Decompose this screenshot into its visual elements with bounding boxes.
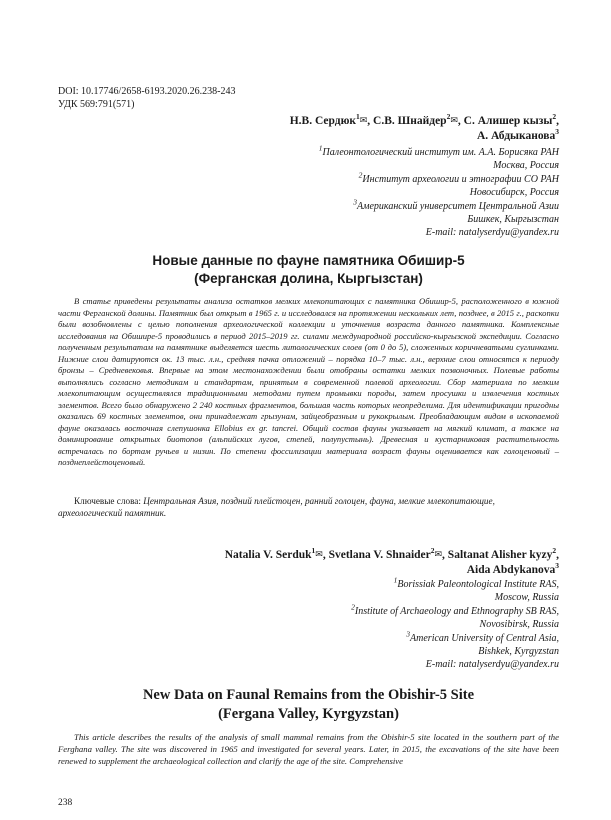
affiliation-line: $^3$American University of Central Asia, bbox=[406, 629, 559, 644]
ru-author-2: С.В. Шнайдер$^2$✉, bbox=[373, 112, 464, 127]
affiliation-line: $^1$Borissiak Paleontological Institute RAS, bbox=[393, 575, 559, 590]
ru-abstract: В статье приведены результаты анализа остатков мелких млекопитающих с памятника Обишир-5, расположенного в южной части Ферганской долины. Памятник был открыт в 1965 г. и исследовался на протяжении нескольких лет, позднее, в 2015 г., раскопки были возобновлены с целью пополнения археологической коллекции и уточнения возраста данного памятника. Комплексные исследования на Обишире-5 проводились в период 2015–2019 гг. силами международной российско-кыргызской экспедиции. Согласно полученным результатам на памятнике выделяется шесть литологических слоев (от 0 до 5), сложенных коричневатыми суглинками. Нижние слои датируются ок. 13 тыс. л.н., средняя пачка отложений – порядка 10–7 тыс. л.н., верхние слои относятся к периоду бронзы – Средневековья. Впервые на этом местонахождении были отобраны остатки мелких позвоночных. Полевые работы выполнялись согласно методикам и стандартам, принятым в современной полевой археологии. Сбор материала по мелким млекопитающим осуществлялся традиционными методами путем промывки породы, затем просушки и извлечения костных элементов. Всего было обнаружено 2 240 костных фрагментов, большая часть которых неопределима. Для идентификации пригодны оказались 69 костных элементов, они принадлежат грызунам, зайцеобразным и рукокрылым. Преобладающим видом в ископаемой фауне оказалась восточная слепушонка Ellobius ex gr. tancrei. Общий состав фауны указывает на мягкий климат, а также на доминирование открытых биотопов (альпийских лугов, степей, полупустынь). Древесная и кустарниковая растительность встречалась по бортам ручьев и низин. По степени фоссилизации материала возраст фауны оценивается как голоценовый – позднеплейстоценовый. bbox=[58, 296, 559, 467]
en-author-1: Natalia V. Serduk$^1$✉, bbox=[224, 546, 329, 561]
affiliation-city: Novosibirsk, Russia bbox=[479, 619, 559, 631]
affiliation-line: $^2$Институт археологии и этнографии СО РАН bbox=[358, 170, 559, 185]
doi[interactable]: DOI: 10.17746/2658-6193.2020.26.238-243 bbox=[58, 86, 236, 97]
affiliation-city: Бишкек, Кыргызстан bbox=[467, 214, 559, 226]
email-address[interactable]: E-mail: natalyserdyu@yandex.ru bbox=[425, 227, 559, 239]
affiliation-city: Moscow, Russia bbox=[494, 592, 559, 604]
en-author-2: Svetlana V. Shnaider$^2$✉, bbox=[328, 546, 448, 561]
en-authors bbox=[79, 547, 559, 578]
ru-author-4: А. Абдыканова$^3$ bbox=[476, 127, 559, 142]
email-address[interactable]: E-mail: natalyserdyu@yandex.ru bbox=[425, 659, 559, 671]
page-number: 238 bbox=[58, 798, 73, 808]
en-affiliations bbox=[139, 575, 559, 672]
en-author-3: Saltanat Alisher kyzy$^2$, bbox=[447, 546, 559, 561]
ru-keywords: Ключевые слова: Центральная Азия, поздний плейстоцен, ранний голоцен, фауна, мелкие млекопитающие, археологический памятник. bbox=[58, 496, 495, 518]
affiliation-line: $^3$Американский университет Центральной Азии bbox=[353, 197, 559, 212]
ru-author-3: С. Алишер кызы$^2$, bbox=[463, 112, 559, 127]
affiliation-city: Bishkek, Kyrgyzstan bbox=[478, 646, 559, 658]
ru-affiliations bbox=[139, 143, 559, 240]
email-icon[interactable]: ✉ bbox=[315, 549, 323, 559]
affiliation-city: Новосибирск, Россия bbox=[469, 187, 559, 199]
udk-code: УДК 569:791(571) bbox=[58, 99, 135, 110]
email-icon[interactable]: ✉ bbox=[359, 115, 368, 125]
en-title: New Data on Faunal Remains from the Obishir-5 Site (Fergana Valley, Kyrgyzstan) bbox=[142, 687, 475, 722]
affiliation-city: Москва, Россия bbox=[493, 160, 559, 172]
ru-authors bbox=[79, 113, 559, 144]
email-icon[interactable]: ✉ bbox=[434, 549, 443, 559]
affiliation-line: $^2$Institute of Archaeology and Ethnography SB RAS, bbox=[351, 602, 559, 617]
en-author-4: Aida Abdykanova$^3$ bbox=[466, 561, 559, 576]
email-icon[interactable]: ✉ bbox=[450, 115, 458, 125]
en-abstract: This article describes the results of the analysis of small mammal remains from the Obishir-5 site located in the southern part of the Ferghana valley. The site was discovered in 1965 and investigated for several years. Later, in 2015, the excavations of the site have been renewed to supplement the archaeological collection and clarify the age of the site. Comprehensive bbox=[58, 732, 559, 766]
affiliation-line: $^1$Палеонтологический институт им. А.А. Борисяка РАН bbox=[318, 143, 559, 158]
ru-author-1: Н.В. Сердюк$^1$✉, bbox=[289, 112, 374, 127]
ru-title: Новые данные по фауне памятника Обишир-5 (Ферганская долина, Кыргызстан) bbox=[152, 253, 465, 286]
